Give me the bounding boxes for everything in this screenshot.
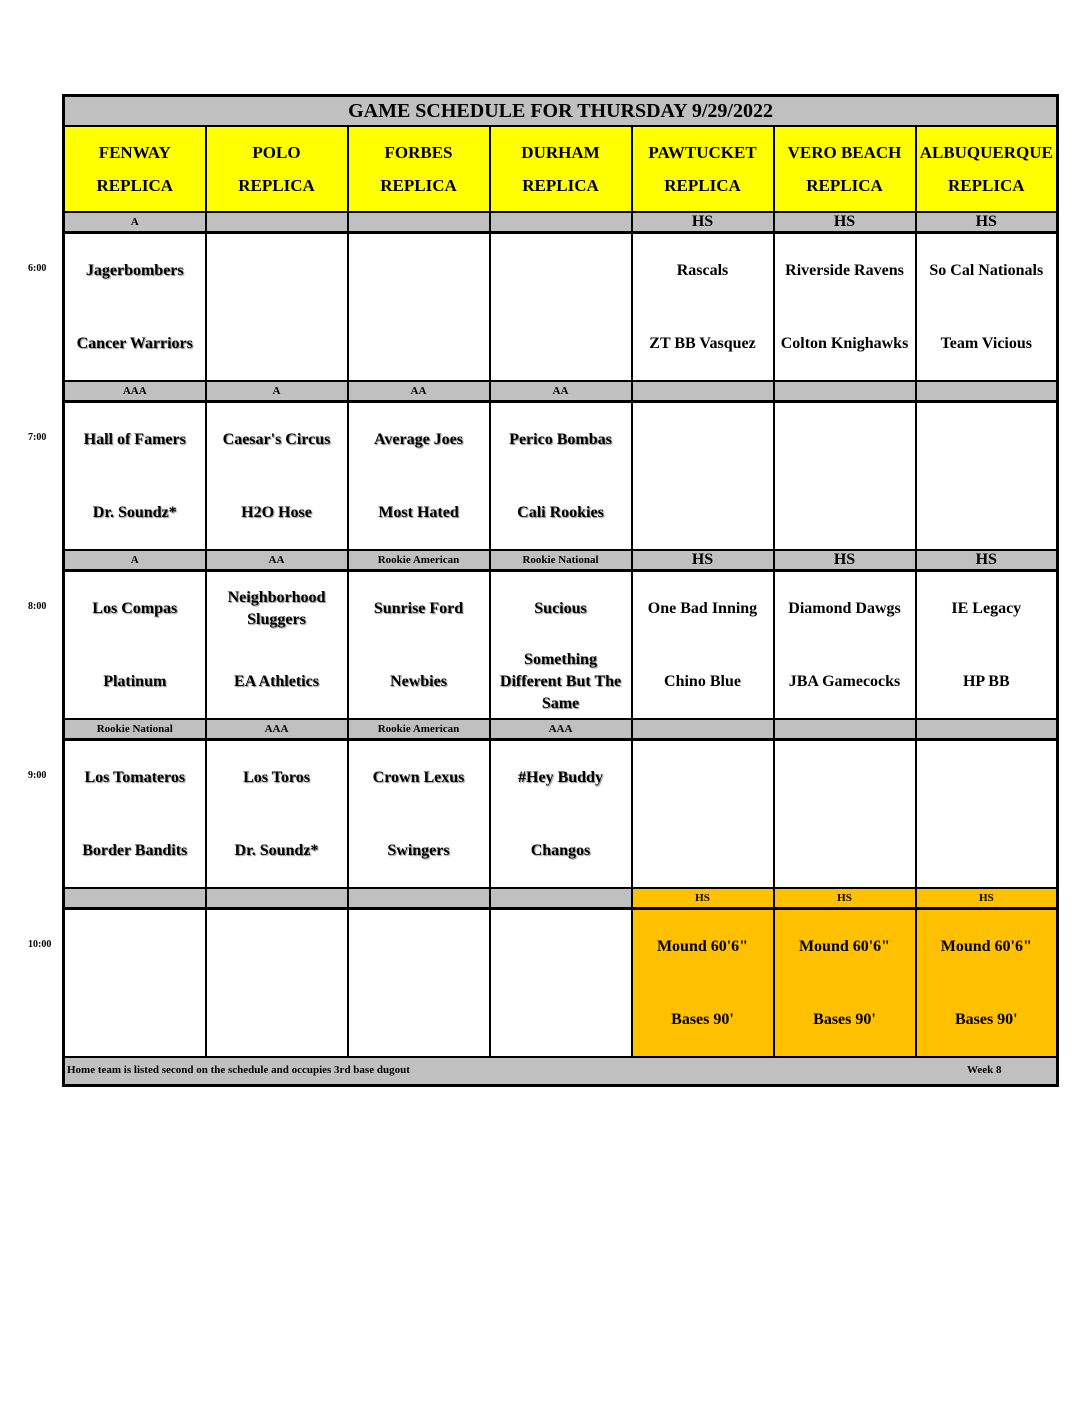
home-team [349,983,489,1056]
home-team: Cancer Warriors [76,334,193,352]
game-cell [64,740,206,889]
away-team: Mound 60'6" [798,937,891,955]
division-label [206,212,348,233]
away-team [491,910,631,983]
game-cell [206,909,348,1058]
away-team: Sucious [534,599,587,617]
home-team [633,476,773,549]
game-row [64,740,1058,889]
away-team: Caesar's Circus [222,430,331,448]
home-team: Changos [530,841,591,859]
game-cell [64,233,206,382]
division-label [916,719,1058,740]
away-team [633,741,773,814]
game-cell [916,233,1058,382]
division-label [916,381,1058,402]
game-cell [916,909,1058,1058]
field-name: POLO [252,143,301,162]
game-cell [916,571,1058,720]
division-label: A [206,381,348,402]
time-slot-label: 8:00 [28,600,47,612]
home-team: Dr. Soundz* [92,503,177,521]
game-cell [206,571,348,720]
field-header [64,126,206,212]
game-cell [774,402,916,551]
division-label: HS [774,888,916,909]
home-team [917,476,1057,549]
division-row [64,719,1058,740]
game-cell [490,402,632,551]
time-slot-label: 6:00 [28,262,47,274]
home-team: Swingers [387,841,450,859]
game-row [64,233,1058,382]
field-header [774,126,916,212]
game-cell [490,571,632,720]
away-team: Los Compas [92,599,178,617]
division-label: HS [916,888,1058,909]
field-subtitle: REPLICA [806,176,883,195]
division-label: AAA [206,719,348,740]
home-team: Border Bandits [82,841,188,859]
division-label: HS [916,550,1058,571]
division-label: Rookie American [348,719,490,740]
field-subtitle: REPLICA [380,176,457,195]
away-team: Los Tomateros [84,768,186,786]
away-team [349,910,489,983]
field-name: FORBES [384,143,453,162]
division-label: AA [348,381,490,402]
home-team [775,476,915,549]
game-cell [206,402,348,551]
away-team: One Bad Inning [647,599,758,617]
field-name: FENWAY [98,143,171,162]
division-label: HS [916,212,1058,233]
away-team [207,234,347,307]
division-label: A [64,550,206,571]
away-team: Sunrise Ford [373,599,464,617]
division-label: AAA [64,381,206,402]
time-slot-label: 10:00 [28,938,52,950]
field-header [206,126,348,212]
game-cell [632,402,774,551]
game-cell [206,740,348,889]
game-row [64,571,1058,720]
home-team: EA Athletics [234,672,319,690]
home-team: Bases 90' [813,1010,876,1028]
away-team [917,403,1057,476]
home-team: Chino Blue [664,672,741,690]
division-row [64,381,1058,402]
game-cell [348,233,490,382]
away-team [775,403,915,476]
game-cell [774,909,916,1058]
away-team [491,234,631,307]
home-team [349,307,489,380]
game-cell [490,233,632,382]
away-team: Neighborhood Sluggers [227,588,326,628]
home-team: JBA Gamecocks [788,672,901,690]
division-label [774,719,916,740]
game-row [64,402,1058,551]
home-team: Team Vicious [940,334,1032,352]
field-header [632,126,774,212]
away-team [207,910,347,983]
home-team: H2O Hose [241,503,312,521]
game-cell [774,740,916,889]
division-label [632,719,774,740]
field-name: ALBUQUERQUE [919,143,1053,162]
away-team: Perico Bombas [509,430,612,448]
division-label [348,888,490,909]
week-label: Week 8 [967,1064,1002,1076]
home-team: Colton Knighawks [780,334,909,352]
game-cell [632,909,774,1058]
game-cell [490,740,632,889]
division-label: Rookie National [490,550,632,571]
away-team [349,234,489,307]
game-cell [774,571,916,720]
home-team [491,983,631,1056]
time-slot-label: 9:00 [28,769,47,781]
division-row [64,888,1058,909]
home-team: Dr. Soundz* [234,841,319,859]
field-subtitle: REPLICA [238,176,315,195]
game-cell [774,233,916,382]
home-team [207,983,347,1056]
division-label [206,888,348,909]
footer-cell [64,1057,1058,1086]
away-team [775,741,915,814]
game-cell [916,740,1058,889]
home-team: Something Different But The Same [499,650,622,712]
home-team: Platinum [103,672,167,690]
home-team [491,307,631,380]
field-name: PAWTUCKET [648,143,757,162]
game-cell [916,402,1058,551]
away-team: #Hey Buddy [518,768,603,786]
game-cell [64,571,206,720]
game-cell [206,233,348,382]
division-label: HS [632,212,774,233]
away-team: Jagerbombers [85,261,184,279]
away-team: Riverside Ravens [785,261,904,279]
game-cell [348,909,490,1058]
away-team [917,741,1057,814]
field-header [916,126,1058,212]
division-label [774,381,916,402]
away-team: Diamond Dawgs [788,599,901,617]
away-team: So Cal Nationals [929,261,1044,279]
away-team [65,910,205,983]
field-header [348,126,490,212]
division-label: HS [774,550,916,571]
away-team: Los Toros [243,768,310,786]
division-label: AA [490,381,632,402]
away-team: Mound 60'6" [656,937,749,955]
home-team [633,814,773,887]
division-label: AA [206,550,348,571]
home-team [775,814,915,887]
field-subtitle: REPLICA [948,176,1025,195]
schedule-table [62,94,1059,1087]
field-header-row [64,126,1058,212]
away-team: Average Joes [374,430,463,448]
footer-note: Home team is listed second on the schedule and occupies 3rd base dugout [67,1064,410,1076]
game-cell [348,740,490,889]
away-team: Mound 60'6" [940,937,1032,955]
away-team: Rascals [676,261,729,279]
home-team: Cali Rookies [517,503,604,521]
division-label [64,888,206,909]
away-team [633,403,773,476]
division-row [64,212,1058,233]
game-row [64,909,1058,1058]
division-label: HS [632,550,774,571]
division-label: A [64,212,206,233]
home-team: HP BB [962,672,1010,690]
field-subtitle: REPLICA [664,176,741,195]
field-name: VERO BEACH [787,143,902,162]
home-team: Bases 90' [671,1010,734,1028]
game-cell [632,571,774,720]
home-team: Newbies [390,672,447,690]
division-label [490,888,632,909]
field-header [490,126,632,212]
away-team: IE Legacy [951,599,1022,617]
field-name: DURHAM [521,143,600,162]
schedule-title: GAME SCHEDULE FOR THURSDAY 9/29/2022 [64,96,1058,127]
home-team: ZT BB Vasquez [649,334,756,352]
game-cell [348,571,490,720]
game-cell [64,909,206,1058]
game-cell [490,909,632,1058]
division-label [490,212,632,233]
away-team: Crown Lexus [372,768,465,786]
time-slot-label: 7:00 [28,431,47,443]
game-cell [632,740,774,889]
division-label: Rookie American [348,550,490,571]
division-label [348,212,490,233]
field-subtitle: REPLICA [522,176,599,195]
game-cell [632,233,774,382]
division-label: AAA [490,719,632,740]
division-label: HS [774,212,916,233]
game-cell [348,402,490,551]
footer-row [64,1057,1058,1086]
away-team: Hall of Famers [83,430,186,448]
division-label [632,381,774,402]
home-team [917,814,1057,887]
home-team: Most Hated [378,503,459,521]
home-team [65,983,205,1056]
division-label: HS [632,888,774,909]
game-cell [64,402,206,551]
home-team [207,307,347,380]
division-label: Rookie National [64,719,206,740]
home-team: Bases 90' [954,1010,1018,1028]
division-row [64,550,1058,571]
field-subtitle: REPLICA [96,176,173,195]
